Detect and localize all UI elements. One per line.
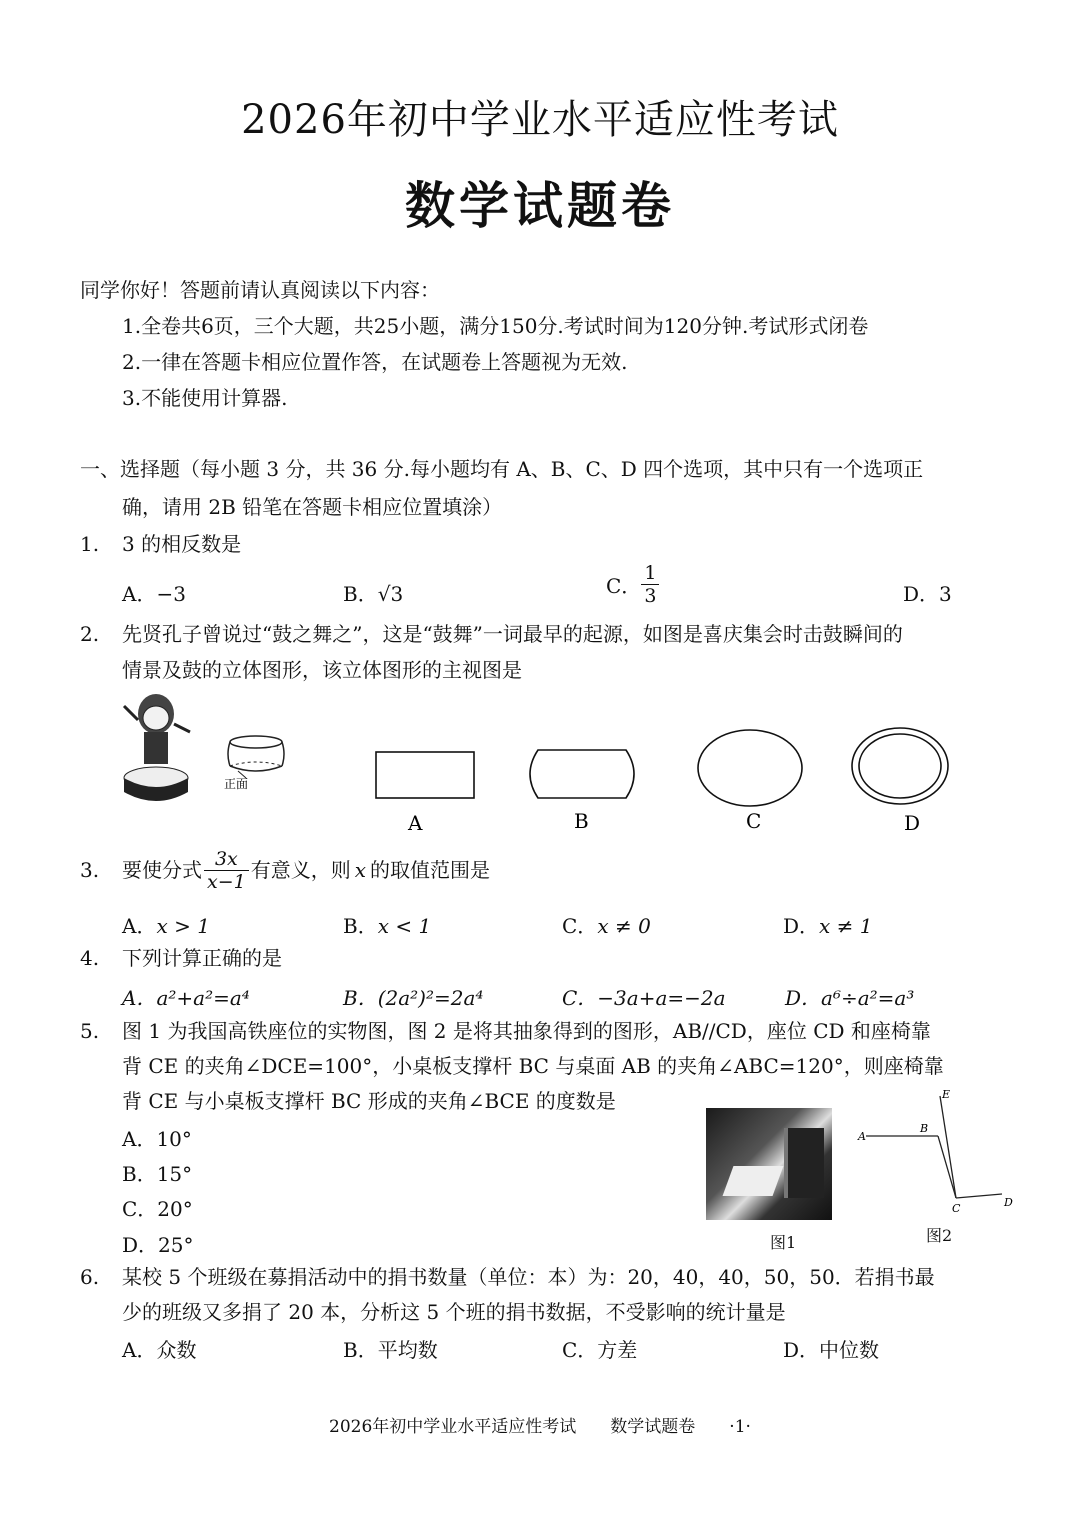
shape-b-barrel xyxy=(530,750,634,798)
point-e: E xyxy=(942,1088,951,1101)
q3-option-d: D．x ≠ 1 xyxy=(783,914,873,938)
q3-frac-numerator: 3x xyxy=(204,848,249,871)
q2-figures xyxy=(118,688,998,838)
q6-stem-line1: 某校 5 个班级在募捐活动中的捐书数量（单位：本）为：20，40，40，50，50．若捐书最 xyxy=(122,1265,935,1289)
q5-stem-line1: 图 1 为我国高铁座位的实物图，图 2 是将其抽象得到的图形，AB//CD，座位 CD 和座椅靠 xyxy=(122,1019,931,1043)
q6-option-b: B．平均数 xyxy=(343,1338,438,1362)
q5-stem-line2: 背 CE 的夹角∠DCE=100°，小桌板支撑杆 BC 与桌面 AB 的夹角∠ABC=120°，则座椅靠 xyxy=(122,1054,944,1078)
q6-stem-line2: 少的班级又多捐了 20 本，分析这 5 个班的捐书数据，不受影响的统计量是 xyxy=(122,1300,786,1324)
q5-option-a: A．10° xyxy=(122,1127,192,1151)
q3-option-c: C．x ≠ 0 xyxy=(562,914,651,938)
q3-frac-denominator: x−1 xyxy=(207,870,246,893)
frac-denominator: 3 xyxy=(644,585,657,607)
q1-option-d: D．3 xyxy=(903,582,952,606)
q4-stem: 下列计算正确的是 xyxy=(122,946,282,970)
q1-number: 1. xyxy=(80,532,100,556)
figure2-caption: 图2 xyxy=(926,1226,953,1245)
notice-item-2: 2.一律在答题卡相应位置作答，在试题卷上答题视为无效. xyxy=(122,350,628,374)
q6-option-c: C．方差 xyxy=(562,1338,638,1362)
notice-item-1: 1.全卷共6页，三个大题，共25小题，满分150分.考试时间为120分钟.考试形式闭卷 xyxy=(122,314,869,338)
q5-option-d: D．25° xyxy=(122,1233,194,1257)
q4-option-c: C．−3a+a=−2a xyxy=(562,986,726,1010)
q4-number: 4. xyxy=(80,946,100,970)
shape-d-inner-ellipse xyxy=(859,734,941,798)
point-b: B xyxy=(920,1122,929,1135)
q2-stem-line2: 情景及鼓的立体图形，该立体图形的主视图是 xyxy=(122,658,522,682)
figure1-caption: 图1 xyxy=(770,1233,797,1252)
q5-option-b: B．15° xyxy=(122,1162,193,1186)
shape-d-outer-ellipse xyxy=(852,728,948,804)
segment-bc xyxy=(938,1136,956,1198)
q4-option-a: A．a²+a²=a⁴ xyxy=(122,986,250,1010)
drummer-illustration xyxy=(124,694,190,801)
exam-title: 2026年初中学业水平适应性考试 xyxy=(241,97,839,143)
label-d: D xyxy=(904,811,921,835)
q1-option-b: B．√3 xyxy=(343,582,404,606)
label-b: B xyxy=(574,809,589,833)
segment-ce xyxy=(940,1096,956,1198)
q2-number: 2. xyxy=(80,622,100,646)
q2-stem-line1: 先贤孔子曾说过“鼓之舞之”，这是“鼓舞”一词最早的起源，如图是喜庆集会时击鼓瞬间的 xyxy=(122,622,903,646)
q3-stem: 要使分式 $\frac{3x}{x-1}$ 有意义，则 x 的取值范围是 xyxy=(122,847,491,893)
q1-stem: 3 的相反数是 xyxy=(122,532,242,556)
segment-cd xyxy=(956,1194,1002,1198)
q4-option-d: D．a⁶÷a²=a³ xyxy=(785,986,915,1010)
point-d: D xyxy=(1004,1196,1013,1209)
sqrt3: √3 xyxy=(377,582,404,606)
notice-item-3: 3.不能使用计算器. xyxy=(122,386,288,410)
q5-stem-line3: 背 CE 与小桌板支撑杆 BC 形成的夹角∠BCE 的度数是 xyxy=(122,1089,616,1113)
page-footer: 2026年初中学业水平适应性考试 数学试题卷 ·1· xyxy=(329,1417,751,1437)
q1-option-a: A．−3 xyxy=(122,582,186,606)
shape-a-rectangle xyxy=(376,752,474,798)
q5-option-c: C．20° xyxy=(122,1197,193,1221)
section1-heading-cont: 确，请用 2B 铅笔在答题卡相应位置填涂） xyxy=(122,495,503,519)
q6-option-d: D．中位数 xyxy=(783,1338,880,1362)
q1-option-c: C． $\frac{1}{3}$ xyxy=(606,562,659,607)
section1-heading: 一、选择题（每小题 3 分，共 36 分.每小题均有 A、B、C、D 四个选项，其中只有一个选项正 xyxy=(80,457,924,481)
front-label: 正面 xyxy=(224,777,249,791)
point-a: A xyxy=(858,1130,866,1143)
figure2-geometry xyxy=(852,1086,1022,1216)
q5-number: 5. xyxy=(80,1019,100,1043)
q6-option-a: A．众数 xyxy=(122,1338,197,1362)
q3-option-a: A．x > 1 xyxy=(122,914,210,938)
figure1-seat-photo xyxy=(706,1108,832,1220)
q3-option-b: B．x < 1 xyxy=(343,914,432,938)
notice-heading: 同学你好！答题前请认真阅读以下内容： xyxy=(80,278,440,302)
q3-number: 3. xyxy=(80,858,100,882)
drum-solid xyxy=(228,736,284,778)
frac-numerator: 1 xyxy=(641,562,659,585)
shape-c-ellipse xyxy=(698,730,802,806)
q6-number: 6. xyxy=(80,1265,100,1289)
point-c: C xyxy=(952,1202,961,1215)
exam-subtitle: 数学试题卷 xyxy=(405,176,675,235)
label-a: A xyxy=(408,811,423,835)
label-c: C xyxy=(746,809,762,833)
q4-option-b: B．(2a²)²=2a⁴ xyxy=(343,986,484,1010)
